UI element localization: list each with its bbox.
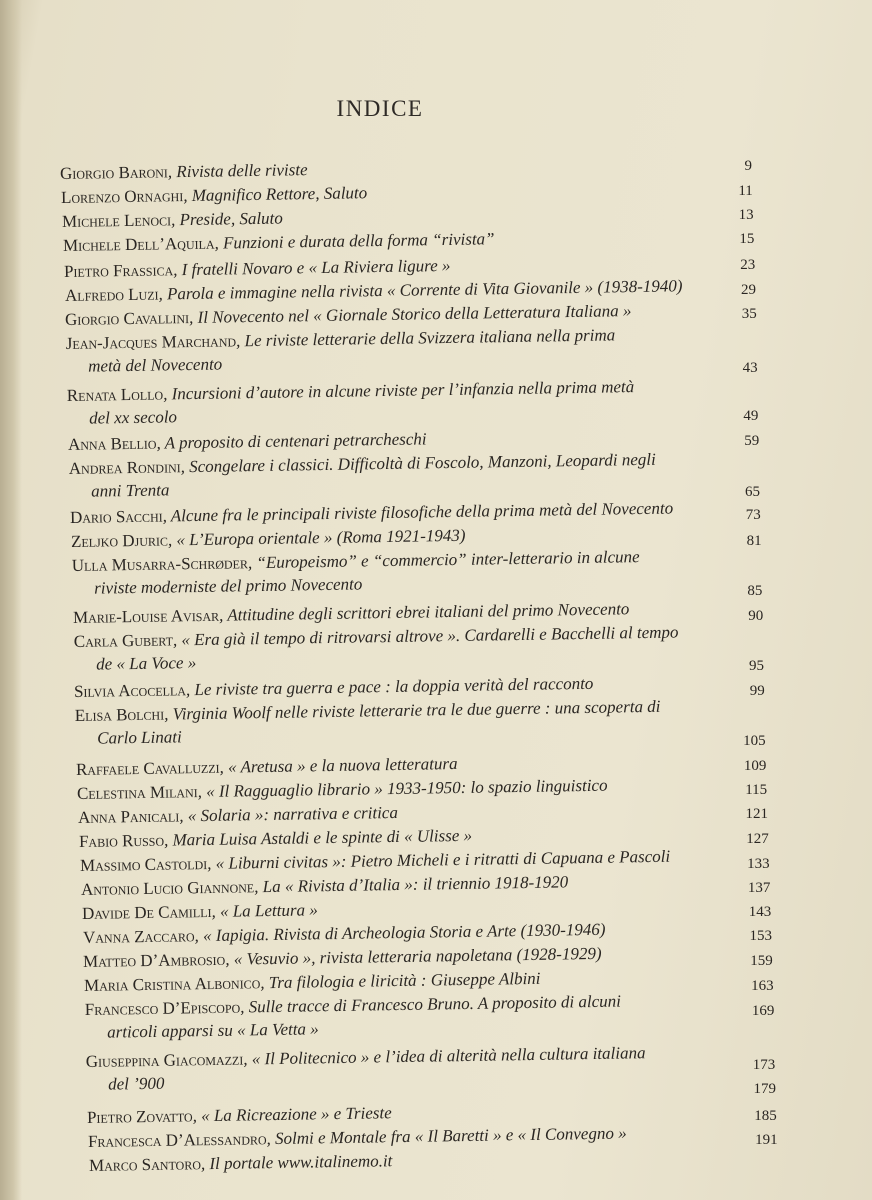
entry-title: , « Vesuvio », rivista letteraria napoletana (1928-1929) <box>225 943 603 969</box>
entry-page-number: 169 <box>751 1003 775 1019</box>
toc-entry <box>66 321 767 378</box>
entry-page-number: 90 <box>748 608 764 624</box>
entry-author: Silvia Acocella <box>74 680 187 701</box>
entry-author: Andrea Rondini <box>68 457 181 479</box>
entry-page-number: 137 <box>747 880 771 896</box>
entry-page-number: 95 <box>749 658 764 674</box>
entry-author: Michele Dell’Aquila <box>62 233 215 255</box>
entry-title: , « La Ricreazione » e Trieste <box>192 1103 392 1126</box>
entry-author: Marie-Louise Avisar <box>72 605 219 627</box>
entry-author: Renata Lollo <box>66 384 164 406</box>
entry-title: , Funzioni e durata della forma “rivista” <box>214 229 495 253</box>
entry-title: , Le riviste tra guerra e pace : la doppia verità del racconto <box>186 673 594 700</box>
entry-title-continuation: articoli apparsi su « La Vetta » <box>107 1019 320 1042</box>
entry-page-number: 133 <box>747 856 770 872</box>
entry-page-number: 49 <box>743 408 759 424</box>
toc-entry <box>71 543 772 600</box>
entry-title-continuation: riviste moderniste del primo Novecento <box>93 574 363 598</box>
entry-page-number: 173 <box>752 1057 776 1073</box>
entry-author: Raffaele Cavalluzzi <box>76 757 220 779</box>
entry-page-number: 23 <box>740 257 756 273</box>
entry-author: Massimo Castoldi <box>79 854 208 875</box>
entry-author: Anna Bellio <box>67 433 157 454</box>
entry-title: , « La Lettura » <box>210 900 318 921</box>
toc-entry <box>67 373 768 430</box>
entry-author: Francesca D’Alessandro <box>87 1129 267 1151</box>
entry-page-number: 109 <box>743 758 767 774</box>
entry-title: , I fratelli Novaro e « La Riviera ligure » <box>172 255 451 280</box>
entry-title-continuation: del xx secolo <box>89 407 178 428</box>
entry-title: , Parola e immagine nella rivista « Corrente di Vita Giovanile » (1938-1940) <box>157 276 683 304</box>
entry-title: , « Il Politecnico » e l’idea di alterità nella cultura italiana <box>243 1043 646 1069</box>
entry-author: Michele Lenoci <box>61 210 172 231</box>
entry-author: Giorgio Baroni <box>59 162 168 183</box>
entry-title: , Magnifico Rettore, Saluto <box>182 183 368 206</box>
entry-title: , “Europeismo” e “commercio” inter-letterario in alcune <box>247 547 640 573</box>
entry-page-number: 163 <box>751 978 774 994</box>
entry-title-continuation: del ’900 <box>108 1073 165 1094</box>
toc-entry <box>73 619 774 676</box>
entry-title: , Preside, Saluto <box>170 208 283 230</box>
entry-title: , A proposito di centenari petrarcheschi <box>156 429 427 453</box>
toc-entry <box>75 693 776 750</box>
entry-author: Giorgio Cavallini <box>65 308 190 329</box>
entry-author: Giuseppina Giacomazzi <box>85 1049 244 1072</box>
entry-author: Maria Cristina Albonico <box>84 973 261 995</box>
entry-author: Antonio Lucio Giannone <box>80 877 255 899</box>
entry-title: , Maria Luisa Astaldi e le spinte di « Ulisse » <box>163 825 473 850</box>
entry-page-number: 59 <box>744 433 760 449</box>
toc-entry <box>86 1039 787 1096</box>
entry-page-number: 115 <box>745 782 768 798</box>
entry-author: Pietro Frassica <box>63 260 173 281</box>
entry-author: Anna Panicali <box>77 806 180 827</box>
entry-page-number: 127 <box>746 831 769 847</box>
entry-title: , Solmi e Montale fra « Il Baretti » e « Il Convegno » <box>266 1123 627 1149</box>
entry-title-continuation: metà del Novecento <box>88 354 223 376</box>
entry-author: Fabio Russo <box>78 830 165 851</box>
entry-page-number: 65 <box>745 484 760 500</box>
entry-title: , Virginia Woolf nelle riviste letterarie tra le due guerre : una scoperta di <box>164 696 661 724</box>
entry-author: Carla Gubert <box>73 630 173 652</box>
entry-page-number: 11 <box>738 183 753 199</box>
entry-page-number: 13 <box>738 207 754 223</box>
entry-title: , Il Novecento nel « Giornale Storico della Letteratura Italiana » <box>189 301 632 328</box>
entry-title: , La « Rivista d’Italia »: il triennio 1918-1920 <box>253 872 568 897</box>
toc-entry <box>69 446 770 503</box>
entry-page-number: 43 <box>742 360 758 376</box>
entry-author: Davide De Camilli <box>81 901 212 923</box>
entry-title: , Alcune fra le principali riviste filosofiche della prima metà del Novecento <box>162 498 674 526</box>
entry-author: Zeljko Djuric <box>70 530 168 551</box>
entry-page-number: 85 <box>747 583 763 599</box>
entry-title: , Sulle tracce di Francesco Bruno. A proposito di alcuni <box>240 991 622 1017</box>
entry-author: Francesco D’Episcopo <box>84 997 241 1020</box>
entry-page-number: 105 <box>743 733 766 749</box>
entry-page-number: 159 <box>750 953 773 969</box>
entry-page-number: 9 <box>744 158 752 174</box>
entry-page-number: 185 <box>754 1108 777 1124</box>
entry-title: , Attitudine degli scrittori ebrei italiani del primo Novecento <box>218 599 630 625</box>
entry-author: Vanna Zaccaro <box>82 926 195 947</box>
entry-author: Alfredo Luzi <box>64 284 159 305</box>
entry-page-number: 99 <box>749 683 765 699</box>
entry-title: , « Era già il tempo di ritrovarsi altrove ». Cardarelli e Bacchelli al tempo <box>172 622 679 650</box>
entry-title: , « Liburni civitas »: Pietro Micheli e i ritratti di Capuana e Pascoli <box>206 846 671 874</box>
entry-title-continuation: de « La Voce » <box>95 653 196 674</box>
entry-title: , « Solaria »: narrativa e critica <box>179 802 399 826</box>
entry-author: Ulla Musarra-Schrøder <box>71 553 248 576</box>
entry-author: Elisa Bolchi <box>74 704 165 726</box>
entry-page-number: 143 <box>748 904 772 920</box>
toc-entry <box>85 987 786 1044</box>
entry-author: Marco Santoro <box>88 1154 201 1175</box>
entry-title-continuation: anni Trenta <box>91 480 170 501</box>
page-spine-shadow <box>0 0 22 1200</box>
entry-title: , Il portale www.italinemo.it <box>200 1151 393 1174</box>
entry-page-number: 191 <box>755 1132 778 1148</box>
entry-author: Matteo D’Ambrosio <box>83 949 226 971</box>
page-title: INDICE <box>336 96 424 121</box>
entry-author: Pietro Zovatto <box>86 1106 193 1127</box>
entry-page-number: 153 <box>749 928 772 944</box>
entry-title: , Le riviste letterarie della Svizzera italiana nella prima <box>236 325 616 351</box>
entry-author: Dario Sacchi <box>69 506 163 527</box>
entry-page-number: 35 <box>741 306 757 322</box>
entry-title: , « Il Ragguaglio librario » 1933-1950: lo spazio linguistico <box>197 775 608 802</box>
entry-page-number: 121 <box>745 806 768 822</box>
entry-title: , « Iapigia. Rivista di Archeologia Storia e Arte (1930-1946) <box>193 919 606 946</box>
entry-author: Jean-Jacques Marchand <box>65 331 237 354</box>
entry-page-number: 15 <box>739 231 755 247</box>
entry-page-number: 81 <box>746 533 762 549</box>
entry-author: Lorenzo Ornaghi <box>60 186 184 207</box>
entry-page-number: 73 <box>745 507 761 523</box>
entry-author: Celestina Milani <box>76 782 198 803</box>
entry-title: , Tra filologia e liricità : Giuseppe Albini <box>260 968 541 993</box>
entry-title: , « L’Europa orientale » (Roma 1921-1943) <box>167 525 466 550</box>
entry-title: , Rivista delle riviste <box>167 160 308 182</box>
entry-title: , Incursioni d’autore in alcune riviste per l’infanzia nella prima metà <box>163 377 635 404</box>
entry-title-continuation: Carlo Linati <box>97 727 183 748</box>
entry-title: , Scongelare i classici. Difficoltà di Foscolo, Manzoni, Leopardi negli <box>180 449 656 477</box>
entry-page-number: 179 <box>753 1081 776 1097</box>
entry-title: , « Aretusa » e la nuova letteratura <box>219 754 458 777</box>
entry-page-number: 29 <box>741 282 756 298</box>
